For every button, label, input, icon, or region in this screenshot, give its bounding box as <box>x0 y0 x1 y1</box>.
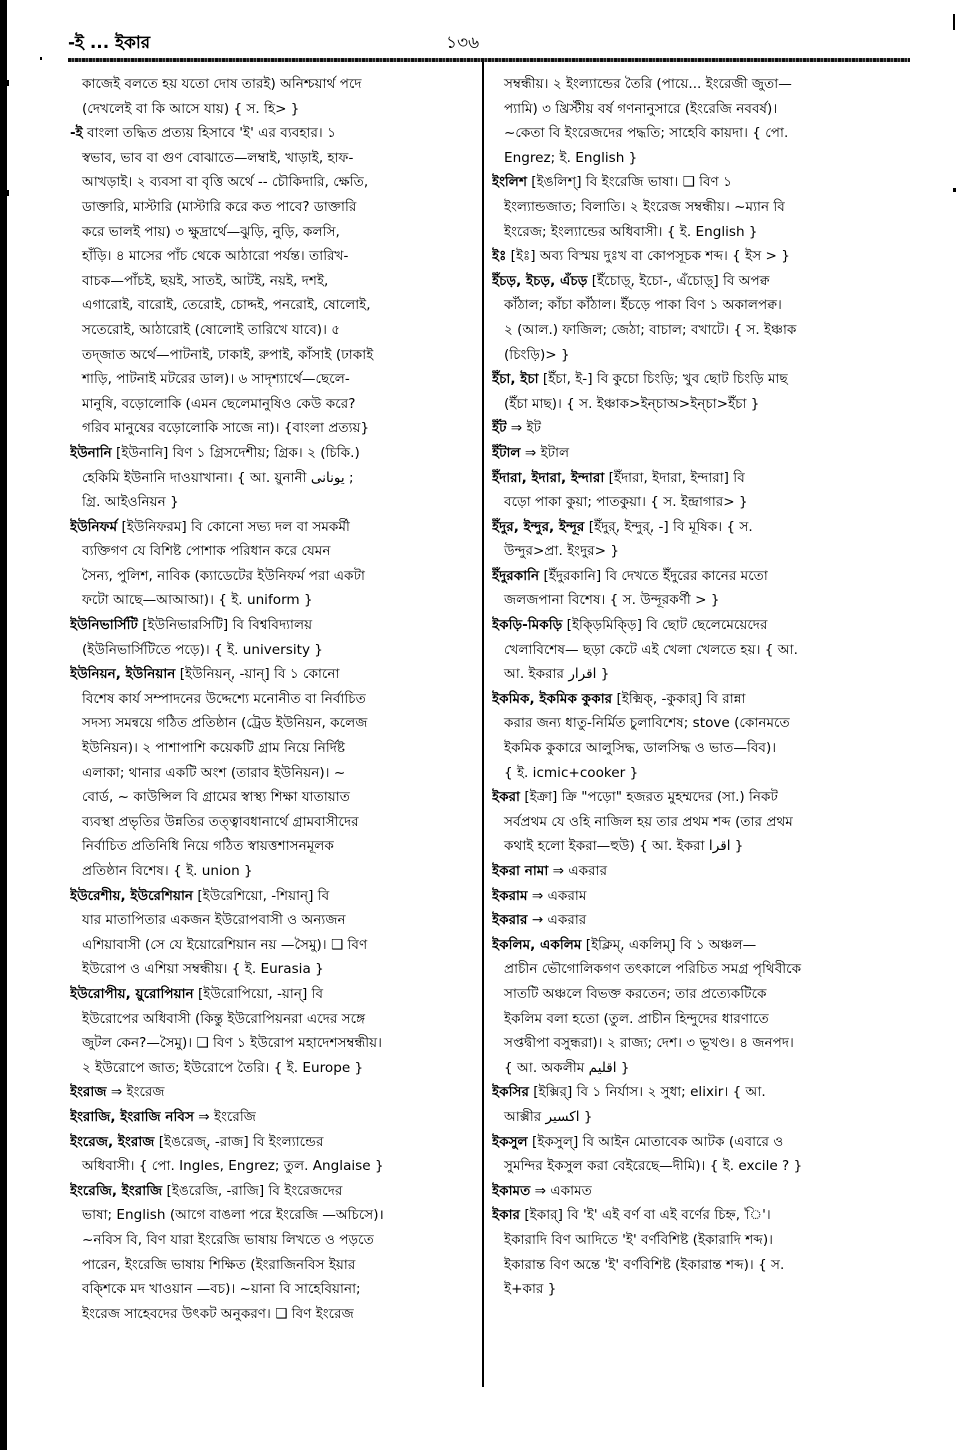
entry-text: ডাক্তারি, মাস্টারি (মাস্টারি করে কত পাবে? ডাক্তারি <box>82 198 357 215</box>
entry-text: ভাষা; English (আগে বাঙলা পরে ইংরেজি —অচিসে)। <box>82 1207 384 1224</box>
entry-continuation-line <box>70 1154 478 1179</box>
entry-text: আক্সীর اكسير } <box>504 1108 593 1125</box>
entry-continuation-line <box>492 1056 900 1081</box>
entry-text: ইংরেজ সাহেবদের উৎকট অনুকরণ। ❑ বিণ ইংরেজ <box>82 1305 354 1322</box>
dictionary-entry <box>492 1130 900 1155</box>
scan-right-mark <box>953 14 955 30</box>
entry-text: (চিংড়ি)> } <box>504 346 570 363</box>
entry-text: হেকিমি ইউনানি দাওয়াখানা। { আ. য়ুনানী يونانى ; <box>82 469 354 486</box>
entry-headword: ইউনিভার্সিটি <box>70 617 138 634</box>
entry-continuation-line <box>492 736 900 761</box>
entry-text: ইংরেজ; ইংল্যান্ডের অধিবাসী। { ই. English } <box>504 223 758 240</box>
entry-text: Engrez; ই. English } <box>504 149 638 166</box>
entry-continuation-line <box>492 810 900 835</box>
entry-headword: ইকরাম <box>492 887 528 904</box>
column-divider <box>482 62 484 1387</box>
entry-text: বড়ো পাকা কুয়া; পাতকুয়া। { স. ইন্দ্রাগার> } <box>504 494 748 511</box>
entry-headword: ইকরার <box>492 912 528 929</box>
entry-headword: ইঁটাল <box>492 444 521 461</box>
dictionary-entry <box>492 1179 900 1204</box>
entry-text: ⇒ ইটাল <box>520 444 570 461</box>
page-header <box>68 30 908 56</box>
entry-text: ইউরোপ ও এশিয়া সম্বন্ধীয়। { ই. Eurasia } <box>82 961 324 978</box>
entry-text: প্রতিষ্ঠান বিশেষ। { ই. union } <box>82 863 253 879</box>
entry-text: [ইউনিফরম] বি কোনো সভ্য দল বা সমকর্মী <box>117 518 350 535</box>
entry-continuation-line <box>492 662 900 687</box>
entry-headword: ইংরেজ, ইংরাজ <box>70 1133 155 1150</box>
entry-continuation-line <box>492 1105 900 1130</box>
entry-continuation-line <box>492 490 900 515</box>
page-number: ১৩৬ <box>446 33 480 53</box>
entry-continuation-line <box>492 343 900 368</box>
entry-continuation-line <box>70 810 478 835</box>
entry-headword: ইংলিশ <box>492 174 527 191</box>
entry-continuation-line <box>492 711 900 736</box>
entry-continuation-line <box>70 367 478 392</box>
entry-continuation-line <box>492 293 900 318</box>
entry-text: (ইঁচা মাছ)। { স. ইঞ্চাক>ইন্চাঅ>ইন্চা>ইঁচা } <box>504 395 760 412</box>
entry-continuation-line <box>70 343 478 368</box>
entry-text: যার মাতাপিতার একজন ইউরোপবাসী ও অন্যজন <box>82 912 346 929</box>
entry-continuation-line <box>492 761 900 786</box>
entry-continuation-line <box>492 1277 900 1302</box>
entry-text: সদস্য সমন্বয়ে গঠিত প্রতিষ্ঠান (ট্রেড ইউনিয়ন, কলেজ <box>82 715 368 732</box>
entry-text: ইকমিক কুকারে আলুসিদ্ধ, ডালসিদ্ধ ও ভাত—বিব)। <box>504 740 777 757</box>
entry-continuation-line <box>70 539 478 564</box>
scan-edge-tick <box>7 80 9 86</box>
entry-continuation-line <box>492 1031 900 1056</box>
entry-continuation-line <box>492 1007 900 1032</box>
dictionary-entry <box>492 859 900 884</box>
entry-continuation-line <box>492 146 900 171</box>
entry-text: [ইঁচোড়্, ইচো-, এঁচোড়্] বি অপক্ব <box>587 272 770 289</box>
entry-text: [ইউনানি] বিণ ১ গ্রিসদেশীয়; গ্রিক। ২ (চিকি.) <box>111 444 360 461</box>
entry-headword: ইকসির <box>492 1084 529 1101</box>
entry-text: ইকারান্ত বিণ অন্তে 'ই' বর্ণবিশিষ্ট (ইকারান্ত শব্দ)। { স. <box>504 1256 785 1273</box>
scan-edge-tick <box>7 190 9 196</box>
entry-continuation-line <box>70 146 478 171</box>
entry-headword: ইউরোপীয়, য়ুরোপিয়ান <box>70 985 194 1002</box>
entry-continuation-line <box>70 244 478 269</box>
entry-text: করে ভালই পায়) ৩ ক্ষুদ্রার্থে—ঝুড়ি, নুড়ি, কলসি, <box>82 223 340 240</box>
dictionary-entry <box>70 1179 478 1204</box>
entry-text: আ. ইকরার اقرار } <box>504 666 610 683</box>
dictionary-entry <box>492 687 900 712</box>
entry-text: বিশেষ কার্য সম্পাদনের উদ্দেশ্যে মনোনীত বা নির্বাচিত <box>82 690 366 707</box>
entry-continuation-line <box>70 72 478 97</box>
entry-headword: ইঁচা, ইচা <box>492 371 539 388</box>
dictionary-entry <box>492 785 900 810</box>
entry-headword: ইকরা নামা <box>492 863 549 879</box>
entry-text: মানুষি, বড়োলোকি (এমন ছেলেমানুষিও কেউ করে? <box>82 395 356 412</box>
entry-text: বাংলা তদ্ধিত প্রত্যয় হিসাবে 'ই' এর ব্যবহার। ১ <box>82 125 336 142</box>
entry-text: [ইউরেশিয়ো, -শিয়ান্] বি <box>193 887 330 904</box>
entry-headword: ইংরাজ <box>70 1084 107 1101</box>
entry-text: করার জন্য ধাতু-নির্মিত চুলাবিশেষ; stove (কোনমতে <box>504 715 790 732</box>
entry-text: [ইক্ড়িমিক্ড়ি] বি ছোট ছেলেমেয়েদের <box>562 617 768 634</box>
entry-continuation-line <box>492 1253 900 1278</box>
entry-text: এশিয়াবাসী (সে যে ইয়োরেশিয়ান নয় —সৈমু)। ❑ বিণ <box>82 936 368 953</box>
entry-headword: -ই <box>70 125 83 142</box>
entry-text: ইকলিম বলা হতো (তুল. প্রাচীন হিন্দুদের ধারণাতে <box>504 1010 769 1027</box>
entry-text: ২ ইউরোপে জাত; ইউরোপে তৈরি। { ই. Europe } <box>82 1059 364 1076</box>
entry-text: বোর্ড, ~ কাউন্সিল বি গ্রামের স্বাস্থ্য শিক্ষা যাতায়াত <box>82 789 350 806</box>
entry-continuation-line <box>70 785 478 810</box>
dictionary-entry <box>70 613 478 638</box>
entry-continuation-line <box>70 195 478 220</box>
dictionary-entry <box>492 908 900 933</box>
entry-continuation-line <box>70 170 478 195</box>
entry-continuation-line <box>70 269 478 294</box>
entry-text: [ইক্মিক্, -কুকার্] বি রান্না <box>612 690 746 707</box>
entry-text: [ইক্রা] ক্রি "পড়ো" হজরত মুহম্মদের (সা.) নিকট <box>520 789 778 806</box>
entry-continuation-line <box>70 859 478 884</box>
entry-text: [ইউনিভারসিটি] বি বিশ্ববিদ্যালয় <box>137 617 313 634</box>
entry-continuation-line <box>70 318 478 343</box>
entry-continuation-line <box>492 638 900 663</box>
entry-text: { আ. অকলীম اقليم } <box>504 1059 630 1076</box>
dictionary-entry <box>492 515 900 540</box>
entry-text: ⇒ একামত <box>530 1182 592 1199</box>
entry-text: [ইঁদুরকানি] বি দেখতে ইঁদুরের কানের মতো <box>539 567 768 584</box>
dictionary-entry <box>492 466 900 491</box>
entry-text: → একরার <box>527 912 587 929</box>
entry-continuation-line <box>70 392 478 417</box>
entry-text: { ই. icmic+cooker } <box>504 764 639 781</box>
entry-text: সর্বপ্রথম যে ওহি নাজিল হয় তার প্রথম শব্দ (তার প্রথম <box>504 813 793 830</box>
entry-text: এলাকা; থানার একটি অংশ (তারাব ইউনিয়ন)। ~ <box>82 764 346 781</box>
entry-headword: ইঁচড়, ইচড়, এঁচড় <box>492 272 588 289</box>
entry-text: [ইঁচা, ই-] বি কুচো চিংড়ি; খুব ছোট চিংড়ি মাছ <box>538 371 788 388</box>
header-rule <box>68 58 910 62</box>
entry-headword: ইকসুল <box>492 1133 528 1150</box>
dictionary-entry <box>70 515 478 540</box>
entry-text: ⇒ ইংরেজ <box>106 1084 165 1101</box>
entry-text: ~নবিস বি, বিণ যারা ইংরেজি ভাষায় লিখতে ও পড়তে <box>82 1231 374 1248</box>
entry-continuation-line <box>70 1302 478 1327</box>
dictionary-entry <box>70 1105 478 1130</box>
entry-text: কাজেই বলতে হয় যতো দোষ তারই) অনিশ্চয়ার্থ পদে <box>82 76 362 92</box>
dictionary-entry <box>492 884 900 909</box>
scan-dot-mark <box>953 188 956 192</box>
entry-continuation-line <box>492 392 900 417</box>
entry-continuation-line <box>70 466 478 491</box>
entry-text: সতেরোই, আঠারোই (ষোলোই তারিখে যাবে)। ৫ <box>82 321 341 338</box>
dictionary-entry <box>70 884 478 909</box>
entry-continuation-line <box>70 1056 478 1081</box>
entry-headword: ইংরেজি, ইংরাজি <box>70 1182 163 1199</box>
entry-headword: ইউনানি <box>70 444 112 461</box>
entry-text: ইউরোপের অধিবাসী (কিন্তু ইউরোপিয়নরা এদের সঙ্গে <box>82 1010 366 1027</box>
entry-headword: ইকলিম, একলিম <box>492 936 582 953</box>
entry-text: ⇒ ইট <box>506 420 541 437</box>
entry-text: ইংল্যান্ডজাত; বিলাতি। ২ ইংরেজ সম্বন্ধীয়। ~ম্যান বি <box>504 198 785 215</box>
dictionary-entry <box>492 269 900 294</box>
entry-text: খেলাবিশেষ— ছড়া কেটে এই খেলা খেলতে হয়। { আ. <box>504 641 798 658</box>
entry-continuation-line <box>70 834 478 859</box>
entry-headword: ইকমিক, ইকমিক কুকার <box>492 690 613 707</box>
dictionary-entry <box>492 416 900 441</box>
entry-text: সুমন্দির ইকসুল করা বেইরেছে—দীমি)। { ই. excile ? } <box>504 1158 803 1175</box>
entry-text: ফটো আছে—আআআ)। { ই. uniform } <box>82 592 313 609</box>
entry-text: [ইঙলিশ্] বি ইংরেজি ভাষা। ❑ বিণ ১ <box>526 174 732 191</box>
dictionary-entry <box>492 1080 900 1105</box>
entry-continuation-line <box>70 564 478 589</box>
entry-continuation-line <box>492 195 900 220</box>
entry-text: এগারোই, বারোই, তেরোই, চোদ্দই, পনরোই, ষোলোই, <box>82 297 371 314</box>
entry-continuation-line <box>70 638 478 663</box>
entry-text: (দেখলেই বা কি আসে যায়) { স. হি> } <box>82 100 300 117</box>
entry-headword: ইউনিয়ন, ইউনিয়ান <box>70 666 176 683</box>
dictionary-entry <box>70 982 478 1007</box>
entry-text: বাচক—পাঁচই, ছয়ই, সাতই, আটই, নয়ই, দশই, <box>82 272 329 289</box>
entry-text: গরিব মানুষের বড়োলোকি সাজে না)। {বাংলা প্রত্যয়} <box>82 420 370 437</box>
entry-continuation-line <box>70 97 478 122</box>
entry-headword: ইউরেশীয়, ইউরেশিয়ান <box>70 887 194 904</box>
entry-text: [ইঙরেজি, -রাজি] বি ইংরেজদের <box>162 1182 343 1199</box>
entry-headword: ইকরা <box>492 789 521 806</box>
entry-continuation-line <box>70 957 478 982</box>
entry-text: [ইঁদুর্, ইন্দুর্, -] বি মূষিক। { স. <box>584 518 753 535</box>
entry-text: সৈন্য, পুলিশ, নাবিক (ক্যাডেটের ইউনিফর্ম পরা একটা <box>82 567 365 584</box>
dictionary-entry <box>492 170 900 195</box>
entry-text: [ইক্সির্] বি ১ নির্যাস। ২ সুধা; elixir। { আ. <box>528 1084 766 1101</box>
entry-continuation-line <box>70 1277 478 1302</box>
entry-continuation-line <box>492 539 900 564</box>
entry-text: ব্যবস্থা প্রভৃতির উন্নতির তত্ত্বাবধানার্থে গ্রামবাসীদের <box>82 813 359 830</box>
entry-headword: ইকড়ি-মিকড়ি <box>492 617 563 634</box>
entry-headword: ইঁদুর, ইন্দুর, ইন্দূর <box>492 518 585 535</box>
entry-text: (ইউনিভার্সিটিতে পড়ে)। { ই. university } <box>82 641 323 658</box>
entry-text: [ইঁদারা, ইদারা, ইন্দারা] বি <box>604 469 745 486</box>
entry-continuation-line <box>70 588 478 613</box>
entry-text: ইউনিয়ন)। ২ পাশাপাশি কয়েকটি গ্রাম নিয়ে নির্দিষ্ট <box>82 740 346 757</box>
dictionary-entry <box>492 441 900 466</box>
entry-continuation-line <box>492 834 900 859</box>
entry-continuation-line <box>70 1203 478 1228</box>
entry-continuation-line <box>70 933 478 958</box>
entry-continuation-line <box>70 761 478 786</box>
entry-text: তদ্জাত অর্থে—পাটনাই, ঢাকাই, রুপাই, কাঁসাই (ঢাকাই <box>82 346 374 363</box>
entry-continuation-line <box>70 687 478 712</box>
entry-headword: ইঁট <box>492 420 507 437</box>
entry-text: ই+কার } <box>504 1281 557 1298</box>
entry-continuation-line <box>70 1007 478 1032</box>
entry-text: কথাই হলো ইকরা—হুউ) { আ. ইকরা اقرا } <box>504 838 744 855</box>
entry-text: [ইঃ] অব্য বিস্ময় দুঃখ বা কোপসূচক শব্দ। { ইস > } <box>506 248 790 265</box>
entry-headword: ইঃ <box>492 248 507 265</box>
entry-headword: ইকামত <box>492 1182 531 1199</box>
dictionary-entry <box>492 613 900 638</box>
entry-text: ইকারাদি বিণ আদিতে 'ই' বর্ণবিশিষ্ট (ইকারাদি শব্দ)। <box>504 1231 774 1248</box>
entry-text: প্রাচীন ভৌগোলিকগণ তৎকালে পরিচিত সমগ্র পৃথিবীকে <box>504 961 802 978</box>
dictionary-entry <box>492 244 900 269</box>
entry-text: পারেন, ইংরেজি ভাষায় শিক্ষিত (ইংরাজিনবিস ইয়ার <box>82 1256 356 1273</box>
entry-continuation-line <box>70 220 478 245</box>
entry-text: [ইকসুল্] বি আইন মোতাবেক আটক (এবারে ও <box>527 1133 784 1150</box>
entry-text: ⇒ একরার <box>548 863 608 879</box>
entry-text: ব্যক্তিগণ যে বিশিষ্ট পোশাক পরিধান করে যেমন <box>82 543 331 560</box>
dictionary-entry <box>70 441 478 466</box>
dictionary-entry <box>70 121 478 146</box>
entry-headword: ইঁদারা, ইদারা, ইন্দারা <box>492 469 605 486</box>
entry-text: ⇒ ইংরেজি <box>193 1108 256 1125</box>
dictionary-entry <box>492 933 900 958</box>
entry-continuation-line <box>70 416 478 441</box>
entry-continuation-line <box>492 97 900 122</box>
entry-continuation-line <box>70 908 478 933</box>
dictionary-entry <box>70 1080 478 1105</box>
entry-text: শাড়ি, পাটনাই মটরের ডাল)। ৬ সাদৃশ্যার্থে—ছেলে- <box>82 371 350 388</box>
entry-text: হাঁড়ি। ৪ মাসের পাঁচ থেকে আঠারো পর্যন্ত। তারিখ- <box>82 248 349 265</box>
entry-continuation-line <box>70 293 478 318</box>
entry-text: জুটল কেন?—সৈমু)। ❑ বিণ ১ ইউরোপ মহাদেশসম্বন্ধীয়। <box>82 1035 383 1052</box>
entry-headword: ইঁদুরকানি <box>492 567 540 584</box>
dictionary-entry <box>492 1203 900 1228</box>
rule-dot <box>40 57 42 60</box>
entry-continuation-line <box>492 957 900 982</box>
entry-continuation-line <box>70 1253 478 1278</box>
entry-text: সাতটি অঞ্চলে বিভক্ত করতেন; তার প্রত্যেকটিকে <box>504 985 767 1002</box>
right-column <box>492 72 900 1302</box>
dictionary-entry <box>70 1130 478 1155</box>
entry-continuation-line <box>492 1154 900 1179</box>
entry-continuation-line <box>492 982 900 1007</box>
entry-text: স্বভাব, ভাব বা গুণ বোঝাতে—লম্বাই, খাড়াই, হাফ- <box>82 149 354 166</box>
entry-headword: ইউনিফর্ম <box>70 518 118 535</box>
guide-words: -ই ... ইকার <box>68 33 151 53</box>
entry-continuation-line <box>492 220 900 245</box>
entry-continuation-line <box>492 72 900 97</box>
entry-continuation-line <box>70 1031 478 1056</box>
entry-text: প্যামি) ৩ খ্রিস্টীয় বর্ষ গণনানুসারে (ইংরেজি নববর্ষ)। <box>504 100 778 117</box>
entry-text: নির্বাচিত প্রতিনিধি নিয়ে গঠিত স্বায়ত্তশাসনমূলক <box>82 838 334 855</box>
entry-continuation-line <box>70 736 478 761</box>
entry-continuation-line <box>70 1228 478 1253</box>
entry-continuation-line <box>70 490 478 515</box>
entry-continuation-line <box>492 1228 900 1253</box>
entry-text: ⇒ একরাম <box>527 887 587 904</box>
entry-text: অধিবাসী। { পো. Ingles, Engrez; তুল. Anglaise } <box>82 1158 384 1175</box>
dictionary-entry <box>492 564 900 589</box>
entry-text: আখড়াই। ২ ব্যবসা বা বৃত্তি অর্থে -- চৌকিদারি, ক্ষেতি, <box>82 174 369 191</box>
entry-text: ২ (আল.) ফাজিল; জেঠা; বাচাল; বখাটে। { স. ইঞ্চাক <box>504 321 797 338</box>
scan-edge-bar <box>0 0 7 1450</box>
entry-headword: ইকার <box>492 1207 521 1224</box>
entry-text: সম্বন্ধীয়। ২ ইংল্যান্ডের তৈরি (পায়ে... ইংরেজী জুতা— <box>504 76 792 92</box>
entry-continuation-line <box>492 588 900 613</box>
entry-text: [ইউরোপিয়ো, -য়ান্] বি <box>193 985 324 1002</box>
left-column <box>70 72 478 1326</box>
entry-text: ~কেতা বি ইংরেজদের পদ্ধতি; সাহেবি কায়দা। { পো. <box>504 125 789 142</box>
entry-text: [ইউনিয়ন্, -য়ান্] বি ১ কোনো <box>175 666 340 683</box>
entry-continuation-line <box>492 121 900 146</box>
entry-headword: ইংরাজি, ইংরাজি নবিস <box>70 1108 194 1125</box>
dictionary-entry <box>492 367 900 392</box>
entry-text: সপ্তদ্বীপা বসুন্ধরা)। ২ রাজ্য; দেশ। ৩ ভূখণ্ড। ৪ জনপদ। <box>504 1035 794 1052</box>
dictionary-entry <box>70 662 478 687</box>
entry-text: উন্দুর>প্রা. ইংদুর> } <box>504 543 619 560</box>
entry-continuation-line <box>70 711 478 736</box>
entry-text: কাঁঠাল; কাঁচা কাঁঠাল। ইঁচড়ে পাকা বিণ ১ অকালপক্ব। <box>504 297 782 314</box>
entry-text: [ইঙরেজ্, -রাজ] বি ইংল্যান্ডের <box>154 1133 324 1150</box>
entry-text: [ইকার্] বি 'ই' এই বর্ণ বা এই বর্ণের চিহ্ন, 'ি'। <box>520 1207 771 1224</box>
entry-text: [ইক্লিম্, একলিম্] বি ১ অঞ্চল— <box>581 936 757 953</box>
entry-text: গ্রি. আইওনিয়ন } <box>82 494 179 511</box>
entry-text: বক্শিকে মদ খাওয়ান —বচ)। ~য়ানা বি সাহেবিয়ানা; <box>82 1281 361 1298</box>
entry-continuation-line <box>492 318 900 343</box>
entry-text: জলজপানা বিশেষ। { স. উন্দূরকর্ণী > } <box>504 592 720 609</box>
